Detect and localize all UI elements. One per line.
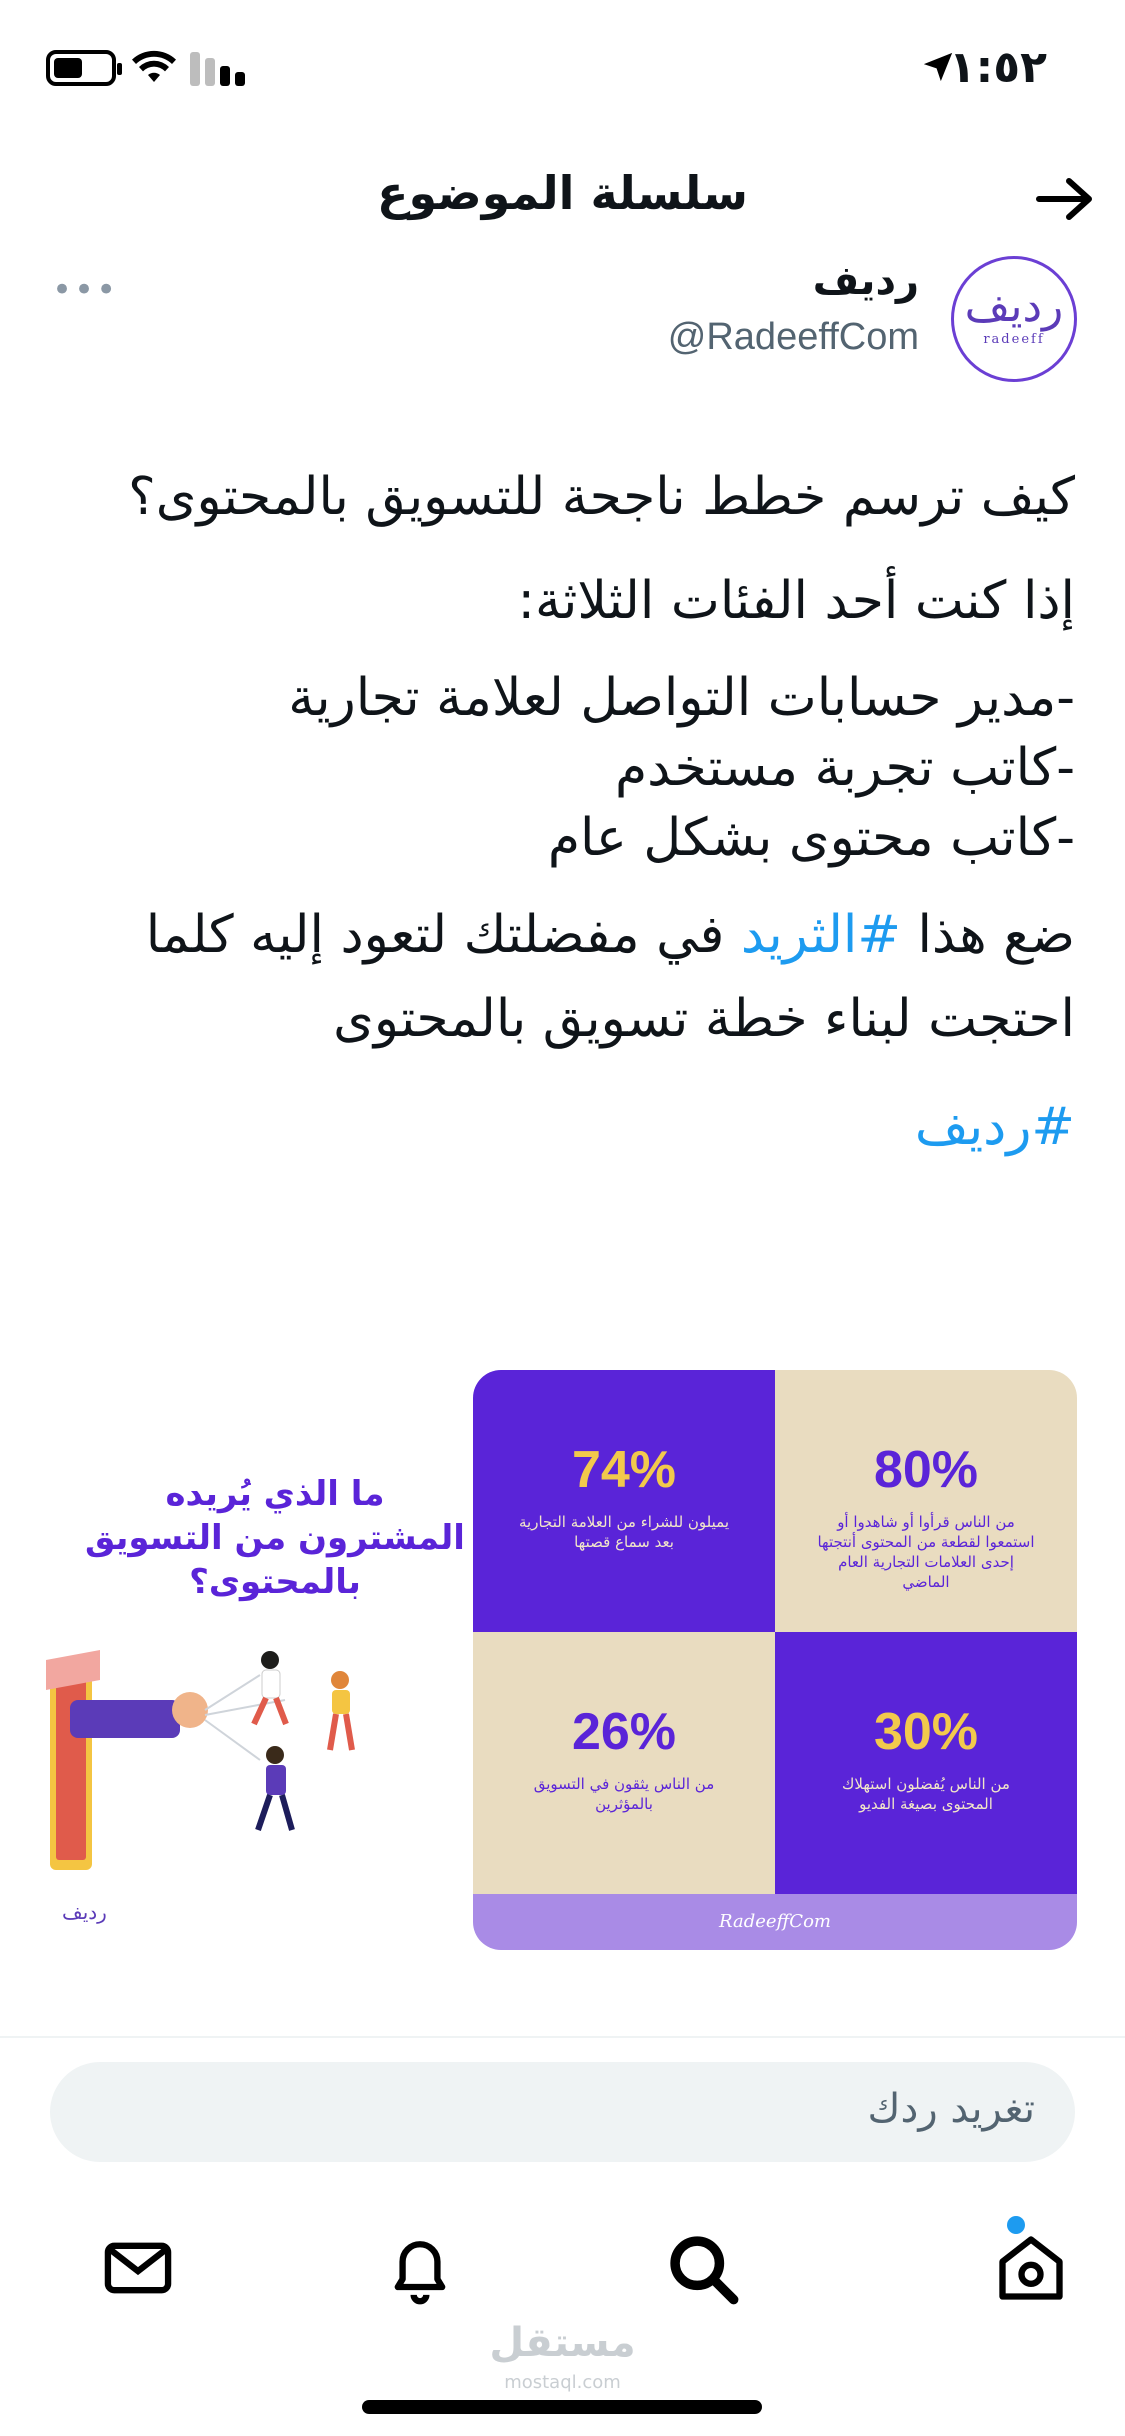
author-handle[interactable]: @RadeeffCom bbox=[667, 316, 919, 358]
stat-percent: 30% bbox=[873, 1703, 979, 1761]
tweet-line-question: كيف ترسم خطط ناجحة للتسويق بالمحتوى؟ bbox=[128, 467, 1075, 527]
stat-percent: 80% bbox=[873, 1441, 979, 1499]
avatar[interactable] bbox=[951, 256, 1077, 382]
stat-percent: 74% bbox=[571, 1441, 677, 1499]
illustration-hand-and-people bbox=[40, 1640, 470, 1890]
hashtag-link-thread[interactable]: #الثريد bbox=[740, 905, 901, 965]
avatar-logo-subtext: radeeff bbox=[983, 332, 1045, 347]
tweet-cta-after: في مفضلتك لتعود إليه كلما احتجت لبناء خطة تسويق بالمحتوى bbox=[145, 905, 1075, 1049]
watermark-logo: مستقل bbox=[489, 2320, 636, 2366]
stat-description: من الناس قرأوا أو شاهدوا أو استمعوا لقطعة من المحتوى أنتجتها إحدى العلامات التجارية العام الماضي bbox=[817, 1513, 1035, 1591]
messages-mail-icon[interactable] bbox=[100, 2230, 176, 2306]
page-title: سلسلة الموضوع bbox=[377, 166, 748, 220]
stat-card bbox=[775, 1370, 1077, 1632]
stat-card bbox=[775, 1632, 1077, 1894]
status-time: ١:٥٢ bbox=[948, 42, 1047, 93]
wifi-icon bbox=[130, 46, 178, 86]
stat-card bbox=[473, 1632, 775, 1894]
tweet-bullets bbox=[60, 663, 1075, 873]
home-indicator bbox=[362, 2400, 762, 2414]
stat-percent: 26% bbox=[571, 1703, 677, 1761]
notifications-bell-icon[interactable] bbox=[382, 2230, 458, 2306]
location-arrow-icon bbox=[921, 50, 955, 84]
tweet-line-intro: إذا كنت أحد الفئات الثلاثة: bbox=[517, 571, 1075, 631]
tweet-bullet: -مدير حسابات التواصل لعلامة تجارية bbox=[288, 668, 1075, 728]
infographic-small-logo: رديف bbox=[62, 1900, 107, 1924]
tweet-hashtag-line bbox=[60, 1085, 1075, 1169]
stat-description: من الناس يثقون في التسويق بالمؤثرين bbox=[533, 1775, 715, 1813]
cellular-signal-icon bbox=[190, 52, 246, 86]
hashtag-link-radeeff[interactable]: #رديف bbox=[914, 1097, 1075, 1157]
watermark-url: mostaql.com bbox=[504, 2372, 621, 2393]
reply-placeholder: تغريد ردك bbox=[867, 2086, 1035, 2132]
tweet-cta bbox=[60, 893, 1075, 1061]
tweet-cta-before: ضع هذا bbox=[900, 905, 1075, 965]
stats-grid bbox=[473, 1370, 1077, 1950]
tweet-bullet: -كاتب محتوى بشكل عام bbox=[547, 808, 1075, 868]
tweet-bullet: -كاتب تجربة مستخدم bbox=[614, 738, 1075, 798]
author-name[interactable]: رديف bbox=[812, 258, 919, 304]
infographic-footer: RadeeffCom bbox=[473, 1894, 1077, 1950]
stat-description: يميلون للشراء من العلامة التجارية بعد سماع قصتها bbox=[518, 1513, 730, 1551]
tweet-text bbox=[60, 455, 1075, 1189]
stat-description: من الناس يُفضلون استهلاك المحتوى بصيغة الفديو bbox=[842, 1775, 1010, 1813]
more-options-icon[interactable]: ••• bbox=[52, 270, 119, 310]
search-icon[interactable] bbox=[664, 2230, 740, 2306]
battery-icon bbox=[46, 50, 116, 86]
home-icon[interactable] bbox=[993, 2230, 1069, 2306]
divider bbox=[0, 2036, 1125, 2038]
avatar-logo-text: رديف bbox=[964, 281, 1064, 332]
infographic-question: ما الذي يُريده المشترون من التسويق بالمحتوى؟ bbox=[85, 1474, 465, 1602]
stat-card bbox=[473, 1370, 775, 1632]
